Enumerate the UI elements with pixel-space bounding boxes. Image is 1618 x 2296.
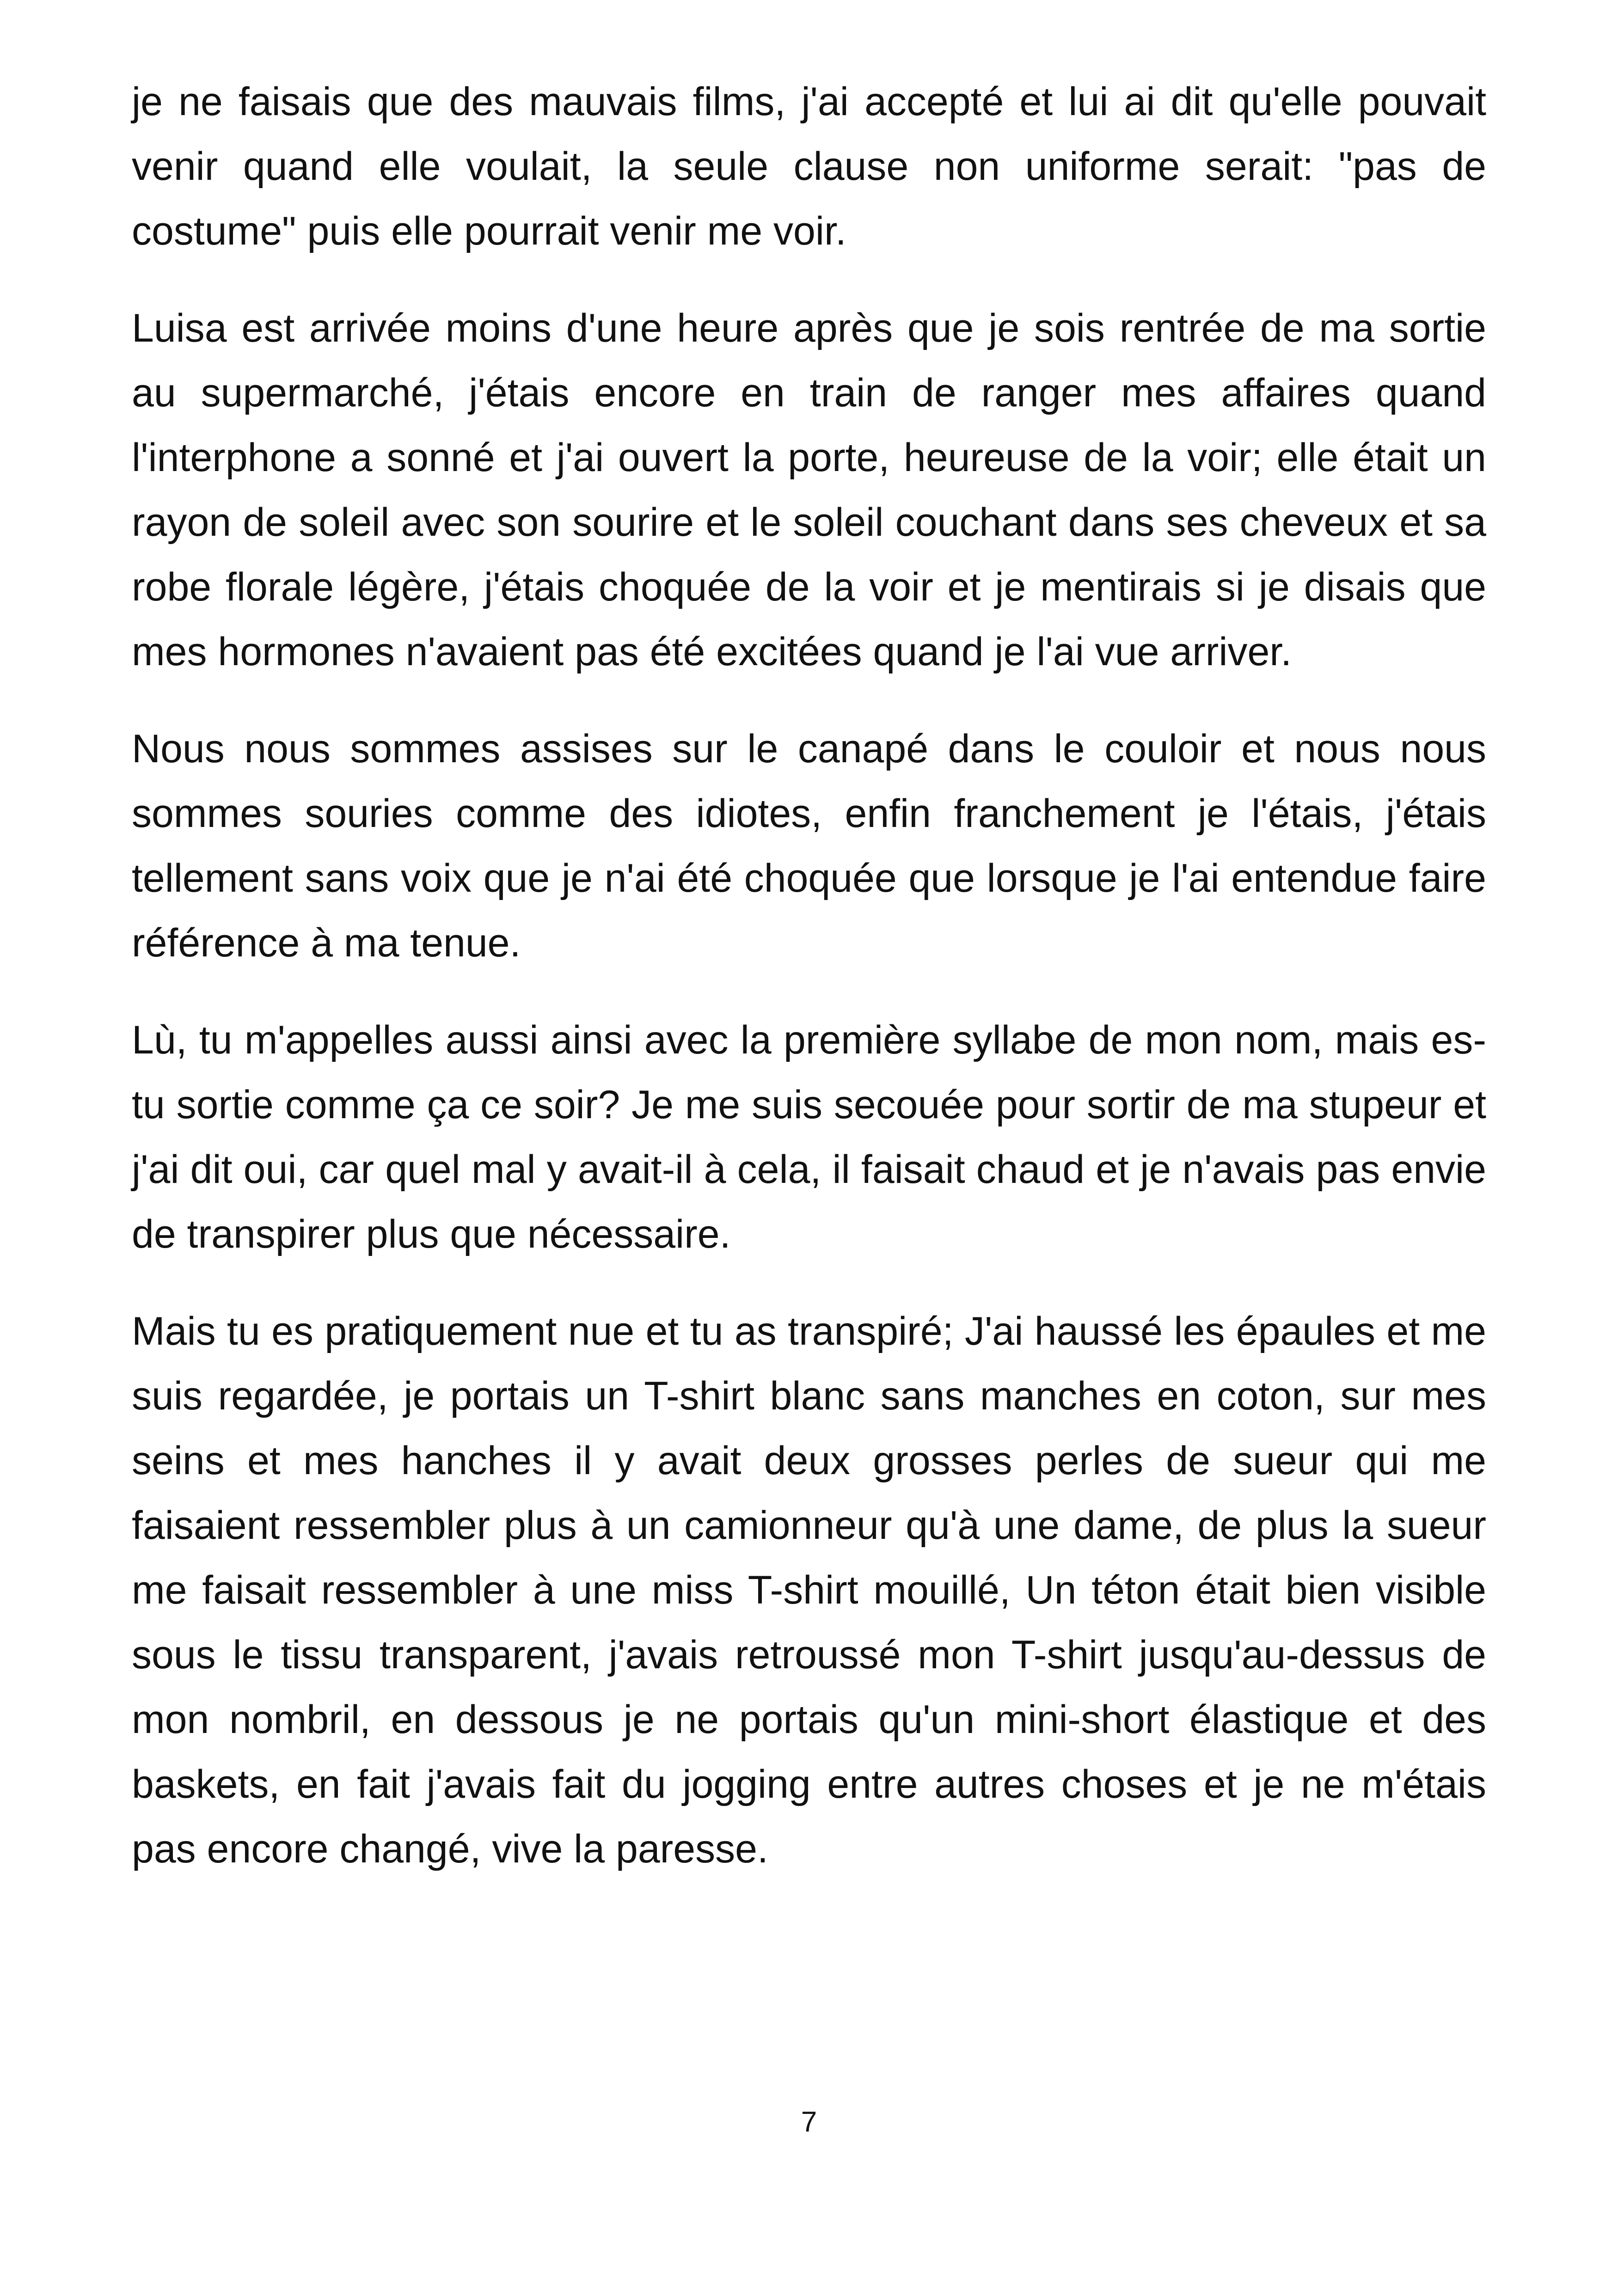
page-number: 7 (801, 2106, 817, 2138)
paragraph: Luisa est arrivée moins d'une heure après que je sois rentrée de ma sortie au supermarché, j'étais encore en train de ranger mes affaires quand l'interphone a sonné et j'ai ouvert la porte, heureuse de la voir; elle était un rayon de soleil avec son sourire et le soleil couchant dans ses cheveux et sa robe florale légère, j'étais choquée de la voir et je mentirais si je disais que mes hormones n'avaient pas été excitées quand je l'ai vue arriver. (132, 306, 1486, 674)
paragraph: Mais tu es pratiquement nue et tu as transpiré; J'ai haussé les épaules et me suis regardée, je portais un T-shirt blanc sans manches en coton, sur mes seins et mes hanches il y avait deux grosses perles de sueur qui me faisaient ressembler plus à un camionneur qu'à une dame, de plus la sueur me faisait ressembler à une miss T-shirt mouillé, Un téton était bien visible sous le tissu transparent, j'avais retroussé mon T-shirt jusqu'au-dessus de mon nombril, en dessous je ne portais qu'un mini-short élastique et des baskets, en fait j'avais fait du jogging entre autres choses et je ne m'étais pas encore changé, vive la paresse. (132, 1309, 1486, 1871)
paragraph: Nous nous sommes assises sur le canapé dans le couloir et nous nous sommes souries comme des idiotes, enfin franchement je l'étais, j'étais tellement sans voix que je n'ai été choquée que lorsque je l'ai entendue faire référence à ma tenue. (132, 727, 1486, 965)
body-text (132, 69, 1486, 1914)
paragraph: je ne faisais que des mauvais films, j'ai accepté et lui ai dit qu'elle pouvait venir quand elle voulait, la seule clause non uniforme serait: "pas de costume" puis elle pourrait venir me voir. (132, 80, 1486, 253)
paragraph: Lù, tu m'appelles aussi ainsi avec la première syllabe de mon nom, mais es-tu sortie comme ça ce soir? Je me suis secouée pour sortir de ma stupeur et j'ai dit oui, car quel mal y avait-il à cela, il faisait chaud et je n'avais pas envie de transpirer plus que nécessaire. (132, 1018, 1486, 1256)
